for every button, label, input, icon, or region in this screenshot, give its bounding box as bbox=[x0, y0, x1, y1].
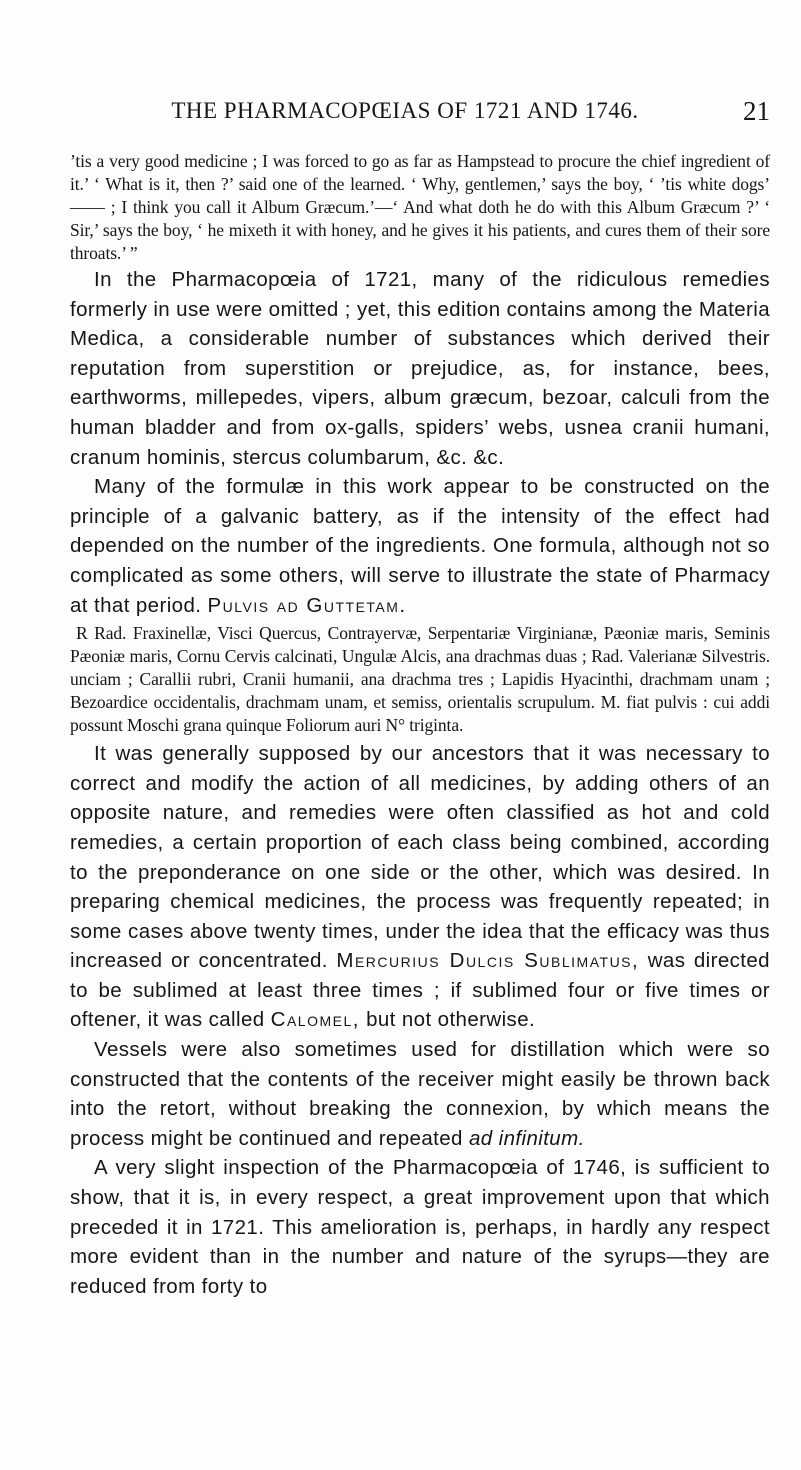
paragraph-1721-remedies: In the Pharmacopœia of 1721, many of the ridiculous remedies formerly in use were omitted ; yet, this edition contains among the Materia Medica, a considerable number of substances which derived their reputation from superstition or prejudice, as, for instance, bees, earthworms, millepedes, vipers, album græcum, bezoar, calculi from the human bladder and from ox-galls, spiders’ webs, usnea cranii humani, cranum hominis, stercus columbarum, &c. &c. bbox=[70, 268, 770, 469]
paragraph-ancestors bbox=[70, 739, 770, 1035]
page-number: 21 bbox=[743, 96, 770, 126]
quotation-paragraph: ’tis a very good medicine ; I was forced to go as far as Hampstead to procure the chief ingredient of it.’ ‘ What is it, then ?’ said one of the learned. ‘ Why, gentlemen,’ says the boy, ‘ ’tis white dogs’ —— ; I think you call it Album Græcum.’—‘ And what doth he do with this Album Græcum ?’ ‘ Sir,’ says the boy, ‘ he mixeth it with honey, and he gives it his patients, and cures them of their sore throats.’ ” bbox=[70, 151, 770, 263]
paragraph-ancestors-text-2: was directed to be sublimed at least three times ; if sublimed four or five times or oftener, it was called bbox=[70, 949, 770, 1032]
calomel-term: Calomel, bbox=[270, 1008, 360, 1032]
formula-title: Pulvis ad Guttetam. bbox=[207, 593, 407, 617]
running-head: THE PHARMACOPŒIAS OF 1721 AND 1746. bbox=[171, 98, 639, 123]
ad-infinitum-term: ad infinitum. bbox=[468, 1126, 585, 1150]
mercurius-term: Mercurius Dulcis Sublimatus, bbox=[336, 949, 640, 973]
paragraph-vessels bbox=[70, 1035, 770, 1153]
paragraph-ancestors-text-3: but not otherwise. bbox=[366, 1008, 536, 1032]
paragraph-ancestors-text: It was generally supposed by our ancestors that it was necessary to correct and modify the action of all medicines, by adding others of an opposite nature, and remedies were often classified as hot and cold remedies, a certain proportion of each class being combined, according to the preponderance on one side or the other, which was desired. In preparing chemical medicines, the process was frequently repeated; in some cases above twenty times, under the idea that the efficacy was thus increased or concentrated. bbox=[70, 742, 770, 973]
page-header bbox=[100, 98, 770, 138]
paragraph-1746: A very slight inspection of the Pharmacopœia of 1746, is sufficient to show, that it is, in every respect, a great improvement upon that which preceded it in 1721. This amelioration is, perhaps, in hardly any respect more evident than in the number and nature of the syrups—they are reduced from forty to bbox=[70, 1156, 770, 1298]
formula-paragraph: R Rad. Fraxinellæ, Visci Quercus, Contrayervæ, Serpentariæ Virginianæ, Pæoniæ maris, Seminis Pæoniæ maris, Cornu Cervis calcinati, Ungulæ Alcis, ana drachmas duas ; Rad. Valerianæ Silvestris. unciam ; Carallii rubri, Cranii humanii, ana drachma tres ; Lapidis Hyacinthi, drachmam unam ; Bezoardice occidentalis, drachmam unam, et semiss, orientalis scrupulum. M. fiat pulvis : cui addi possunt Moschi grana quinque Foliorum auri N° triginta. bbox=[70, 623, 770, 736]
paragraph-vessels-text: Vessels were also sometimes used for distillation which were so constructed that the contents of the receiver might easily be thrown back into the retort, without breaking the connexion, by which means the process might be continued and repeated bbox=[70, 1038, 770, 1150]
paragraph-formulae-text: Many of the formulæ in this work appear to be constructed on the principle of a galvanic battery, as if the intensity of the effect had depended on the number of the ingredients. One formula, although not so complicated as some others, will serve to illustrate the state of Pharmacy at that period. bbox=[70, 475, 770, 617]
page-body bbox=[70, 150, 770, 1301]
paragraph-formulae bbox=[70, 472, 770, 620]
